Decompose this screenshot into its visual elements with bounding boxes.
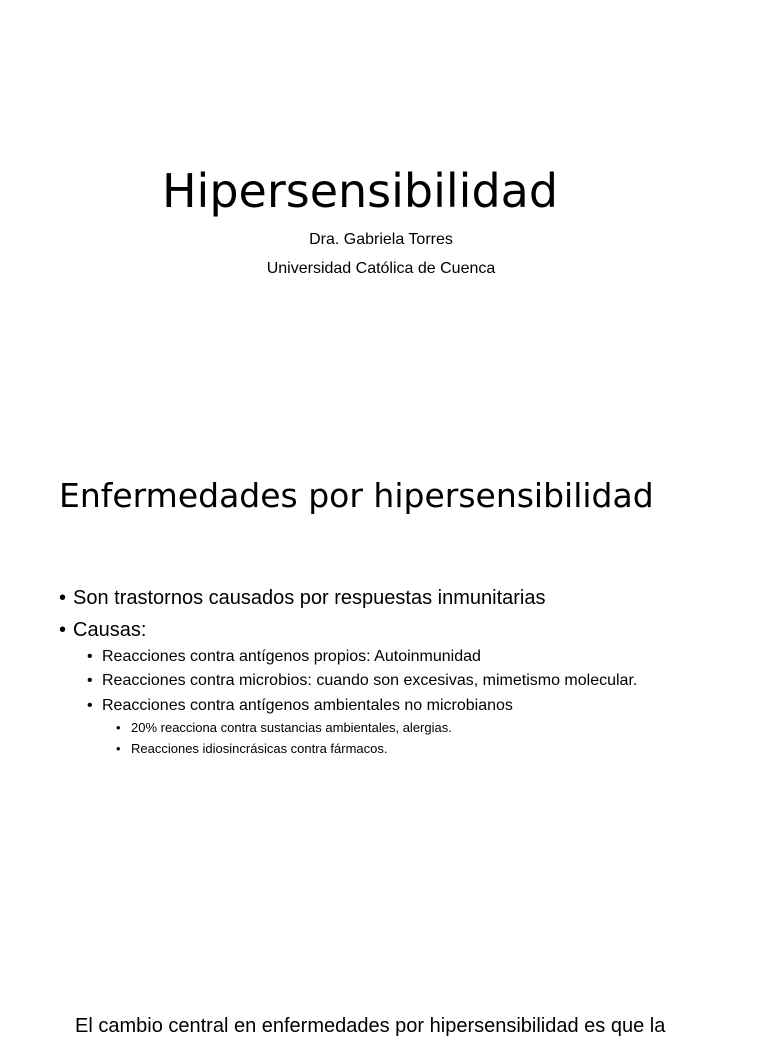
slide-partial	[0, 986, 768, 1046]
slide-heading: Enfermedades por hipersensibilidad	[59, 476, 654, 515]
bullet-dot-icon: •	[59, 619, 67, 641]
slide-title-page	[0, 0, 768, 384]
bullet-item	[59, 618, 146, 642]
bullet-dot-icon: •	[116, 720, 121, 735]
bullet-dot-icon: •	[87, 697, 93, 714]
bullet-dot-icon: •	[116, 741, 121, 756]
bullet-item	[59, 586, 545, 610]
institution-name: Universidad Católica de Cuenca	[266, 260, 496, 277]
bullet-text: Reacciones contra antígenos ambientales no microbianos	[102, 697, 513, 714]
author-name: Dra. Gabriela Torres	[309, 231, 453, 248]
bullet-text: Reacciones contra antígenos propios: Autoinmunidad	[102, 648, 481, 665]
bullet-text: 20% reacciona contra sustancias ambientales, alergias.	[131, 720, 452, 735]
sub-sub-bullet-item	[116, 720, 452, 736]
bullet-text: Reacciones idiosincrásicas contra fármacos.	[131, 741, 388, 756]
slide-enfermedades	[0, 436, 768, 820]
partial-slide-text: El cambio central en enfermedades por hipersensibilidad es que la	[75, 1015, 666, 1037]
bullet-dot-icon: •	[59, 587, 67, 609]
bullet-text: Son trastornos causados por respuestas inmunitarias	[73, 587, 546, 609]
sub-bullet-item	[87, 647, 481, 667]
sub-bullet-item	[87, 671, 637, 691]
sub-sub-bullet-item	[116, 741, 388, 757]
bullet-text: Causas:	[73, 619, 147, 641]
bullet-dot-icon: •	[87, 672, 93, 689]
bullet-text: Reacciones contra microbios: cuando son excesivas, mimetismo molecular.	[102, 672, 638, 689]
sub-bullet-item	[87, 696, 513, 716]
presentation-title: Hipersensibilidad	[161, 164, 559, 218]
bullet-dot-icon: •	[87, 648, 93, 665]
